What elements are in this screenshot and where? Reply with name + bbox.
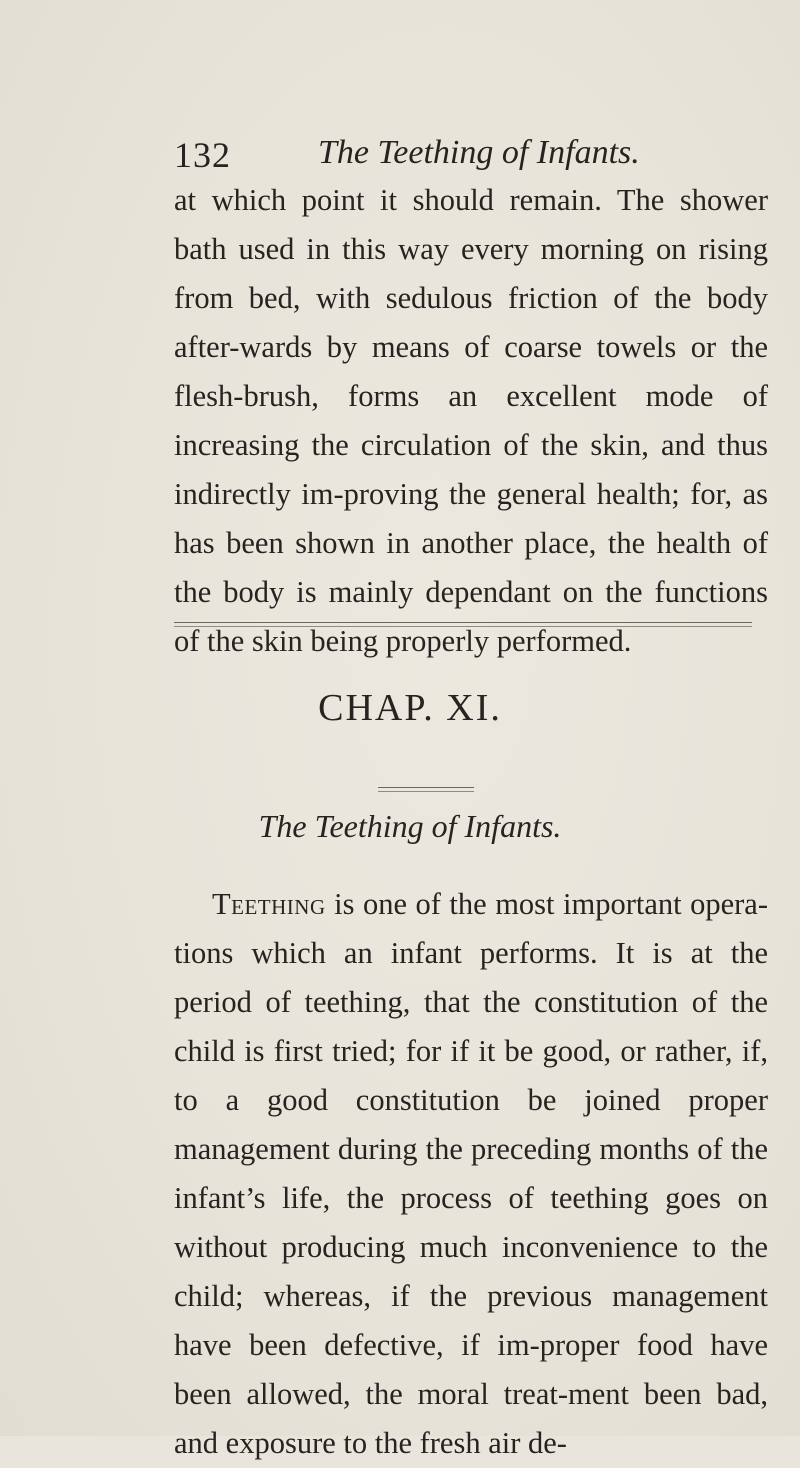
chapter-short-rule [378, 787, 474, 788]
chapter-divider-rule-inner [174, 626, 752, 627]
lead-word: Teething [212, 887, 326, 921]
chapter-heading: CHAP. XI. [318, 687, 502, 729]
chapter-divider-rule [174, 622, 752, 623]
chapter-short-rule-inner [378, 791, 474, 792]
page-number: 132 [174, 135, 231, 175]
running-title: The Teething of Infants. [318, 134, 640, 171]
chapter-title: The Teething of Infants. [258, 808, 562, 844]
paragraph-shower-bath: at which point it should remain. The shower bath used in this way every morning on rising from bed, with sedulous friction of the body after-wards by means of coarse towels or the flesh-brush, forms an excellent mode of increasing the circulation of the skin, and thus indirectly im-proving the general health; for, as has been shown in another place, the health of the body is mainly dependant on the functions of the skin being properly performed. [174, 183, 768, 658]
paragraph-teething-body: is one of the most important opera-tions which an infant performs. It is at the period of teething, that the constitution of the child is first tried; for if it be good, or rather, if, to a good constitution be joined proper management during the preceding months of the infant’s life, the process of teething goes on without producing much inconvenience to the child; whereas, if the previous management have been defective, if im-proper food have been allowed, the moral treat-ment been bad, and exposure to the fresh air de- [174, 887, 768, 1460]
paragraph-teething [174, 880, 768, 1468]
